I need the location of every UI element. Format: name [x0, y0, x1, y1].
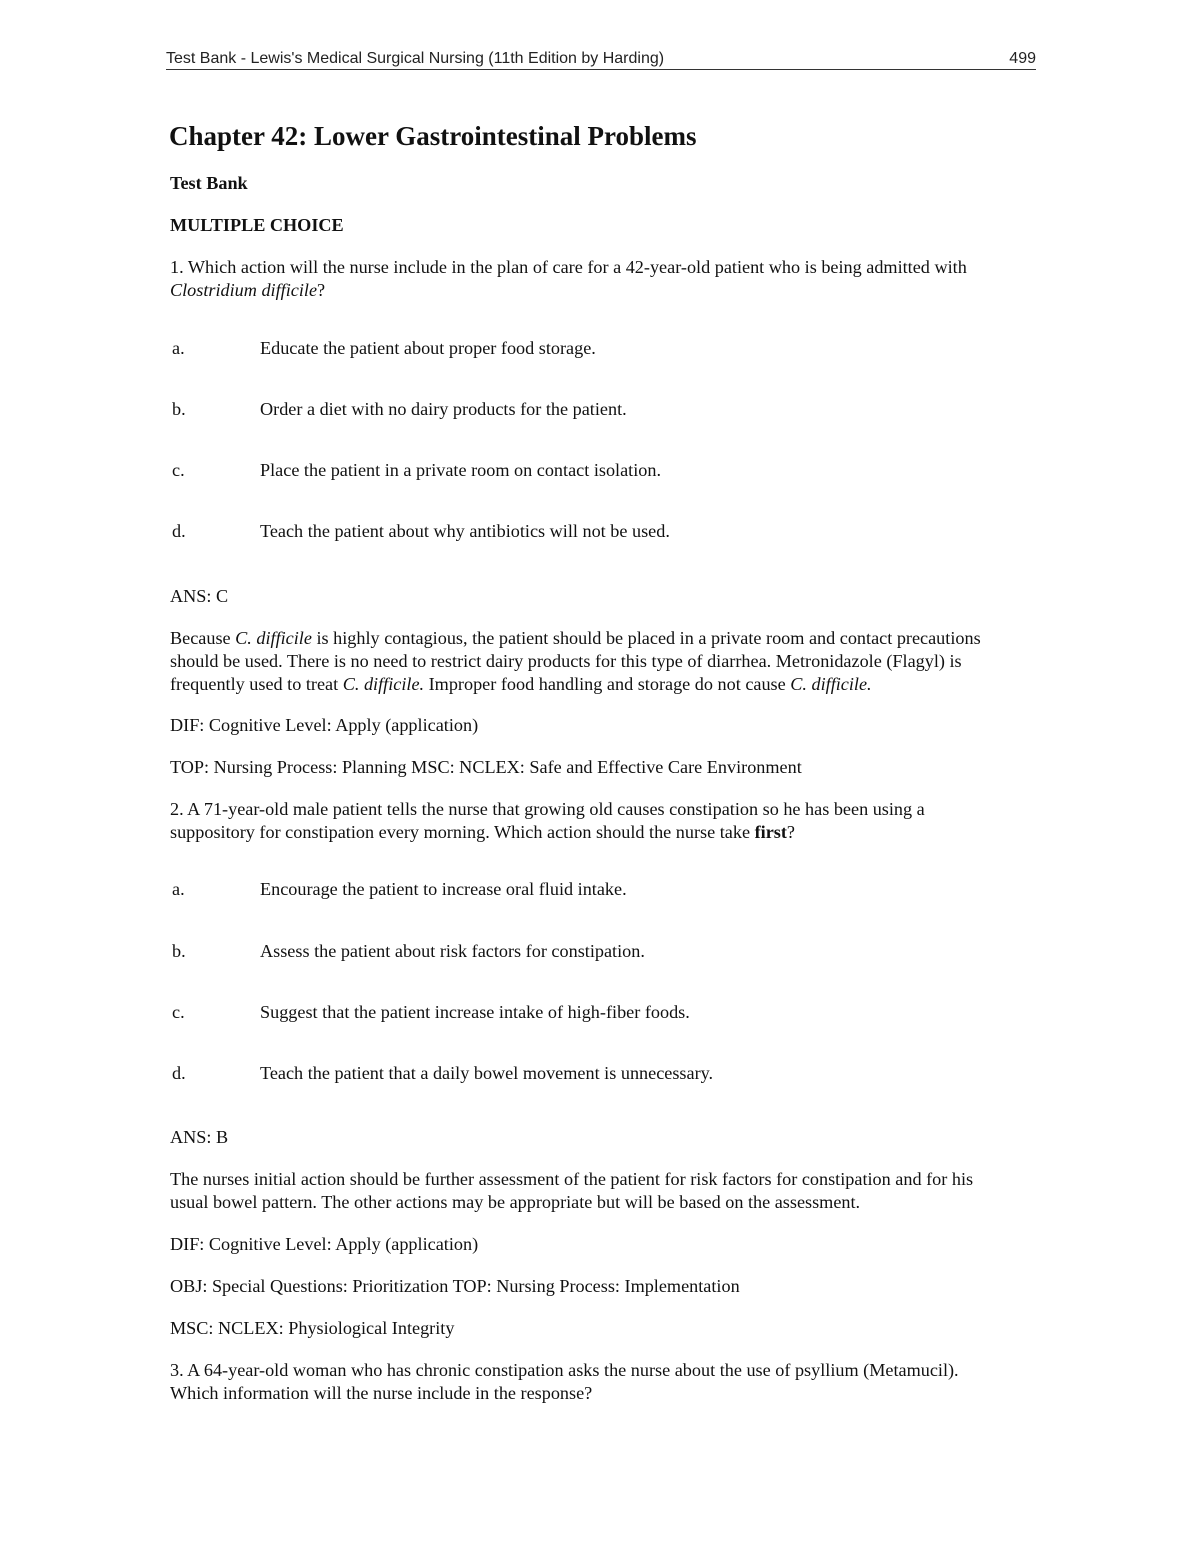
running-header: [166, 47, 1036, 70]
page-number: 499: [1009, 50, 1036, 67]
section-subtitle: Test Bank: [170, 173, 248, 193]
option-text: Encourage the patient to increase oral fluid intake.: [260, 879, 627, 899]
option-text: Suggest that the patient increase intake of high-fiber foods.: [260, 1002, 690, 1022]
option-letter: a.: [172, 879, 185, 899]
question-2-stem: 2. A 71-year-old male patient tells the nurse that growing old causes constipation so he has been using a suppository for constipation every morning. Which action should the nurse take first?: [170, 799, 925, 842]
question-1-rationale: Because C. difficile is highly contagious, the patient should be placed in a private room and contact precautions should be used. There is no need to restrict dairy products for this type of diarrhea. Metronidazole (Flagyl) is frequently used to treat C. difficile. Improper food handling and storage do not cause C. difficile.: [170, 628, 981, 694]
emphasis-first: first: [754, 822, 787, 842]
option-text: Order a diet with no dairy products for the patient.: [260, 399, 627, 419]
question-2-client-needs: MSC: NCLEX: Physiological Integrity: [170, 1318, 455, 1338]
question-1-stem-line: Clostridium difficile?: [170, 280, 326, 300]
chapter-title: Chapter 42: Lower Gastrointestinal Problems: [169, 121, 697, 151]
question-3-stem: 3. A 64-year-old woman who has chronic constipation asks the nurse about the use of psyllium (Metamucil). Which information will the nurse include in the response?: [170, 1360, 959, 1403]
option-text: Assess the patient about risk factors for constipation.: [260, 941, 645, 961]
question-1-topic: TOP: Nursing Process: Planning MSC: NCLEX: Safe and Effective Care Environment: [170, 757, 802, 777]
section-heading: MULTIPLE CHOICE: [170, 215, 344, 235]
question-2-objective: OBJ: Special Questions: Prioritization TOP: Nursing Process: Implementation: [170, 1276, 740, 1296]
question-1-stem: [170, 256, 1050, 302]
option-letter: c.: [172, 460, 185, 480]
option-text: Place the patient in a private room on contact isolation.: [260, 460, 662, 480]
option-text: Educate the patient about proper food storage.: [260, 338, 596, 358]
question-1-difficulty: DIF: Cognitive Level: Apply (application): [170, 715, 479, 735]
question-1-answer: ANS: C: [170, 586, 229, 606]
option-text: Teach the patient that a daily bowel movement is unnecessary.: [260, 1063, 714, 1083]
question-2-rationale: The nurses initial action should be further assessment of the patient for risk factors for constipation and for his usual bowel pattern. The other actions may be appropriate but will be based on the assessment.: [170, 1169, 974, 1212]
option-letter: c.: [172, 1002, 185, 1022]
question-2-answer: ANS: B: [170, 1127, 229, 1147]
option-letter: a.: [172, 338, 185, 358]
option-letter: b.: [172, 399, 186, 419]
question-1-stem-line: 1. Which action will the nurse include in the plan of care for a 42-year-old patient who is being admitted with: [170, 257, 967, 277]
option-letter: d.: [172, 521, 186, 541]
option-letter: d.: [172, 1063, 186, 1083]
running-title: Test Bank - Lewis's Medical Surgical Nursing (11th Edition by Harding): [166, 50, 665, 67]
option-text: Teach the patient about why antibiotics will not be used.: [260, 521, 670, 541]
question-2-difficulty: DIF: Cognitive Level: Apply (application): [170, 1234, 479, 1254]
option-letter: b.: [172, 941, 186, 961]
organism-name: Clostridium difficile: [170, 280, 318, 300]
